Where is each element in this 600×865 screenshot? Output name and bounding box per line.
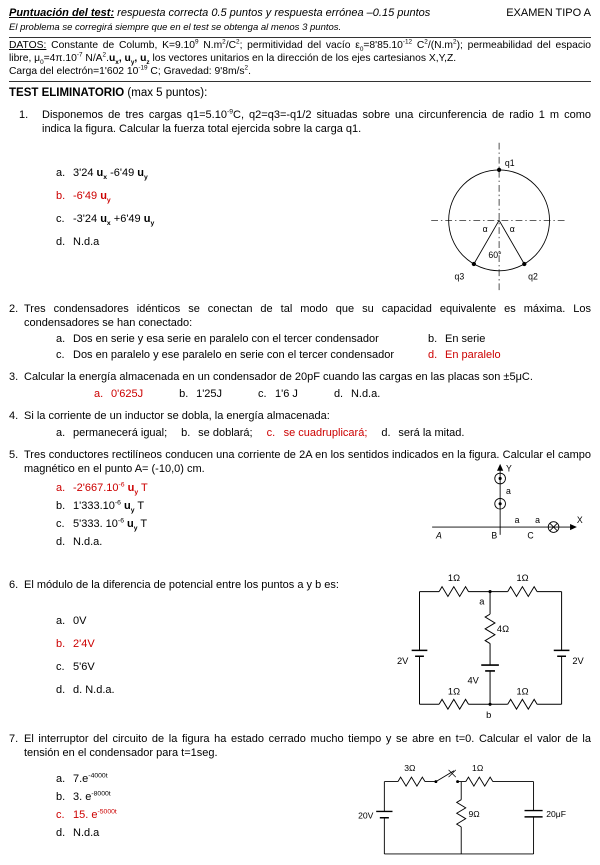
option-text: Dos en serie y esa serie en paralelo con el tercer condensador xyxy=(73,332,379,345)
option-key: b. xyxy=(56,189,66,202)
option-text: En serie xyxy=(445,332,486,345)
option-key: a. xyxy=(56,166,66,179)
option-key: d. xyxy=(56,235,66,248)
option-c xyxy=(56,349,428,363)
capacitor-plates xyxy=(525,810,543,816)
option-a xyxy=(56,333,428,347)
axes-labels xyxy=(435,463,583,540)
label-q3: q3 xyxy=(454,271,465,282)
divider-bottom xyxy=(9,81,591,82)
option-key: d. xyxy=(333,387,344,400)
question-2 xyxy=(9,303,591,363)
option-key: c. xyxy=(258,387,267,400)
option-text: Dos en paralelo y ese paralelo en serie con el tercer condensador xyxy=(73,348,395,361)
label-battery-right: 2V xyxy=(572,655,584,666)
battery-plates xyxy=(376,811,392,817)
problem-note: El problema se corregirá siempre que en el test se obtenga al menos 3 puntos. xyxy=(9,21,342,33)
option-c xyxy=(258,388,298,402)
resistor-1ohm xyxy=(466,777,493,786)
switch-terminal-right xyxy=(456,780,459,783)
option-text: $-2'667.10^{-6}$ $u_y$ T xyxy=(73,480,148,496)
question-2-text: Tres condensadores idénticos se conectan de tal modo que su capacidad equivalente es máxima. Los condensadores se han conectado: xyxy=(24,302,591,329)
option-text: d. N.d.a. xyxy=(73,683,115,696)
circuit-labels xyxy=(397,572,585,719)
resistor-3ohm xyxy=(398,777,425,786)
question-3-text: Calcular la energía almacenada en un condensador de 20pF cuando las cargas en las placas son ±5μC. xyxy=(24,370,533,383)
resistor-bottom-left xyxy=(439,699,468,709)
scoring-note xyxy=(9,7,430,21)
node-b-dot xyxy=(488,702,491,705)
charge-q2-dot xyxy=(522,262,526,266)
x-axis-arrowhead xyxy=(570,524,577,530)
question-6-text: El módulo de la diferencia de potencial entre los puntos a y b es: xyxy=(24,578,339,591)
score-label: Puntuación del test: xyxy=(9,7,115,19)
question-2-options-row-2 xyxy=(56,349,591,363)
label-capacitor-20uf: 20μF xyxy=(546,808,566,819)
option-text: 2'4V xyxy=(73,637,95,650)
question-1 xyxy=(9,109,591,295)
label-distance-a1: a xyxy=(505,485,511,496)
question-4 xyxy=(9,410,591,441)
question-4-text: Si la corriente de un inductor se dobla, la energía almacenada: xyxy=(24,409,330,422)
option-text: 0'625J xyxy=(111,387,144,400)
label-point-B: B xyxy=(491,530,498,541)
option-key: a. xyxy=(94,387,104,400)
label-resistor-middle: 4Ω xyxy=(496,623,510,634)
option-text: -6'49 $u_y$ xyxy=(73,189,111,205)
battery-right-plates xyxy=(554,650,570,656)
y-axis-arrowhead xyxy=(497,464,503,471)
option-text: N.d.a. xyxy=(73,535,103,548)
switch-terminal-left xyxy=(434,780,437,783)
question-4-number: 4. xyxy=(9,409,19,422)
resistor-top-left xyxy=(439,586,468,596)
label-distance-a2: a xyxy=(514,514,520,525)
option-text: $7.e^{-4000t}$ xyxy=(73,771,108,785)
option-text: 0V xyxy=(73,614,87,627)
label-alpha-left: α xyxy=(482,223,488,234)
question-2-number: 2. xyxy=(9,302,19,315)
option-text: -3'24 $u_x +6'49$ $u_y$ xyxy=(73,212,155,227)
option-text: permanecerá igual; xyxy=(73,426,168,439)
option-key: a. xyxy=(56,426,66,439)
label-point-A: A xyxy=(436,530,442,541)
option-b xyxy=(428,333,485,347)
option-text: será la mitad. xyxy=(398,426,465,439)
datos-block xyxy=(9,40,591,66)
resistor-9ohm xyxy=(457,799,466,826)
option-key: a. xyxy=(56,332,66,345)
figure-rc-switch-circuit xyxy=(357,759,579,863)
battery-middle-plates xyxy=(481,665,499,671)
option-d xyxy=(381,427,464,441)
option-key: b. xyxy=(56,637,66,650)
option-key: c. xyxy=(56,212,65,225)
option-key: b. xyxy=(56,499,66,512)
label-battery-left: 2V xyxy=(396,655,409,666)
header xyxy=(9,7,591,21)
option-key: b. xyxy=(179,387,189,400)
charge-q1-dot xyxy=(497,168,501,172)
option-key: c. xyxy=(56,808,65,821)
label-resistor-top-right: 1Ω xyxy=(516,572,529,583)
label-resistor-3ohm: 3Ω xyxy=(404,762,416,773)
battery-left-plates xyxy=(412,650,428,656)
question-5-number: 5. xyxy=(9,448,19,461)
score-text: respuesta correcta 0.5 puntos y respuesta errónea –0.15 puntos xyxy=(114,7,431,19)
option-key: a. xyxy=(56,614,66,627)
option-key: b. xyxy=(181,426,191,439)
figure-bridge-circuit xyxy=(395,567,591,722)
option-b xyxy=(179,388,222,402)
option-text: N.d.a. xyxy=(350,387,381,400)
axes-and-current-symbols xyxy=(432,468,572,534)
option-key: d. xyxy=(56,826,66,839)
option-b xyxy=(181,427,252,441)
label-q1: q1 xyxy=(504,157,515,168)
label-60-degrees: 60° xyxy=(488,250,502,261)
question-1-text: Disponemos de tres cargas $q1=5.10^{-9}C$, q2=q3=-q1/2 situadas sobre una circunferencia de radio 1 m como indica la figura. Calcular la fuerza total ejercida sobre la carga q1. xyxy=(42,108,591,135)
label-x-axis: X xyxy=(576,514,583,525)
label-resistor-bottom-left: 1Ω xyxy=(447,686,461,697)
option-text: 1'6 J xyxy=(275,387,298,400)
question-3-number: 3. xyxy=(9,370,19,383)
option-key: d. xyxy=(381,426,391,439)
resistor-top-right xyxy=(508,586,537,596)
option-key: a. xyxy=(56,772,66,785)
option-text: se doblará; xyxy=(198,426,253,439)
option-a xyxy=(56,427,167,441)
datos-line2: Carga del electrón=1'602 $10^{-19}$ C; Gravedad: $9'8m/s^2$. xyxy=(9,64,251,77)
figure-three-charges xyxy=(427,135,577,295)
question-3-options xyxy=(94,388,591,402)
option-text: 3. $e^{-8000t}$ xyxy=(73,789,111,803)
option-c xyxy=(267,427,368,441)
option-key: b. xyxy=(56,790,66,803)
circuit-wires xyxy=(412,586,570,709)
question-4-options xyxy=(56,427,591,441)
label-alpha-right: α xyxy=(509,223,515,234)
option-text: 5'6V xyxy=(73,660,95,673)
option-text: se cuadruplicará; xyxy=(283,426,368,439)
option-text: 15. $e^{-5000t}$ xyxy=(73,807,117,821)
dot-symbol-top xyxy=(499,477,502,480)
option-key: d. xyxy=(56,535,66,548)
datos-label: DATOS: xyxy=(9,40,47,52)
figure-three-conductors-axes xyxy=(422,461,587,563)
question-2-options-row-1 xyxy=(56,333,591,347)
question-1-number: 1. xyxy=(19,108,29,121)
test-title-bold: TEST ELIMINATORIO xyxy=(9,87,125,100)
circuit-wires xyxy=(376,770,542,854)
option-d xyxy=(334,388,380,402)
option-key: d. xyxy=(428,348,438,361)
node-a-dot xyxy=(488,590,491,593)
option-key: d. xyxy=(56,683,66,696)
test-title xyxy=(9,86,591,101)
question-6-number: 6. xyxy=(9,578,19,591)
label-q2: q2 xyxy=(528,271,538,282)
label-source-20v: 20V xyxy=(358,810,374,821)
label-point-C: C xyxy=(527,530,534,541)
option-text: 3'24 $u_x$ -6'49 $u_y$ xyxy=(73,166,148,182)
option-text: En paralelo xyxy=(445,348,501,361)
question-3 xyxy=(9,371,591,402)
charge-q3-dot xyxy=(472,262,476,266)
question-7-number: 7. xyxy=(9,732,19,745)
option-key: b. xyxy=(428,332,438,345)
datos-text: Constante de Columb, $K=9.10^9$ $N.m^2/C^2$; permitividad del vacío $\varepsilon_0=8'85.10^{-12}$ $C^2/(N.m^2)$; permeabilidad del espacio libre, $\mu_0=4\pi.10^{-7}$ $N/A^2.u_x$, $u_y$, $u_z$ los vectores unitarios en la dirección de los ejes cartesianos X,Y,Z. xyxy=(9,38,591,66)
label-resistor-bottom-right: 1Ω xyxy=(516,686,529,697)
test-title-rest: (max 5 puntos): xyxy=(124,87,208,100)
exam-type-label: EXAMEN TIPO A xyxy=(506,7,591,19)
question-5 xyxy=(9,449,591,571)
option-text: 5'333. $10^{-6}$ $u_y$ T xyxy=(73,516,148,532)
label-node-b: b xyxy=(486,709,492,720)
option-key: c. xyxy=(56,660,65,673)
dot-symbol-middle xyxy=(499,502,502,505)
option-key: c. xyxy=(266,426,276,439)
label-resistor-9ohm: 9Ω xyxy=(468,808,480,819)
question-5-text: Tres conductores rectilíneos conducen una corriente de 2A en los sentidos indicados en la figura. Calcular el campo magnético en el punto A= (-10,0) cm. xyxy=(24,448,591,475)
question-6 xyxy=(9,572,591,725)
question-7-text: El interruptor del circuito de la figura ha estado cerrado mucho tiempo y se abre en t=0. Calcular el valor de la tensión en el condensador para t=1seg. xyxy=(24,732,591,759)
question-7 xyxy=(9,733,591,865)
option-key: c. xyxy=(56,348,65,361)
option-key: a. xyxy=(56,481,66,494)
option-a xyxy=(94,388,143,402)
option-text: N.d.a xyxy=(73,235,100,248)
label-distance-a3: a xyxy=(535,514,540,525)
label-resistor-1ohm: 1Ω xyxy=(472,762,484,773)
label-y-axis: Y xyxy=(505,463,512,474)
divider-top xyxy=(9,37,591,38)
resistor-middle xyxy=(485,614,495,643)
label-resistor-top-left: 1Ω xyxy=(447,572,461,583)
option-key: c. xyxy=(56,517,65,530)
option-d xyxy=(428,349,501,363)
label-node-a: a xyxy=(479,595,485,606)
charges-geometry xyxy=(431,143,567,290)
label-battery-middle: 4V xyxy=(467,675,479,686)
option-text: 1'25J xyxy=(196,387,223,400)
resistor-bottom-right xyxy=(508,699,537,709)
option-text: $1'333.10^{-6}$ $u_y$ T xyxy=(73,498,145,514)
option-text: N.d.a xyxy=(73,826,100,839)
